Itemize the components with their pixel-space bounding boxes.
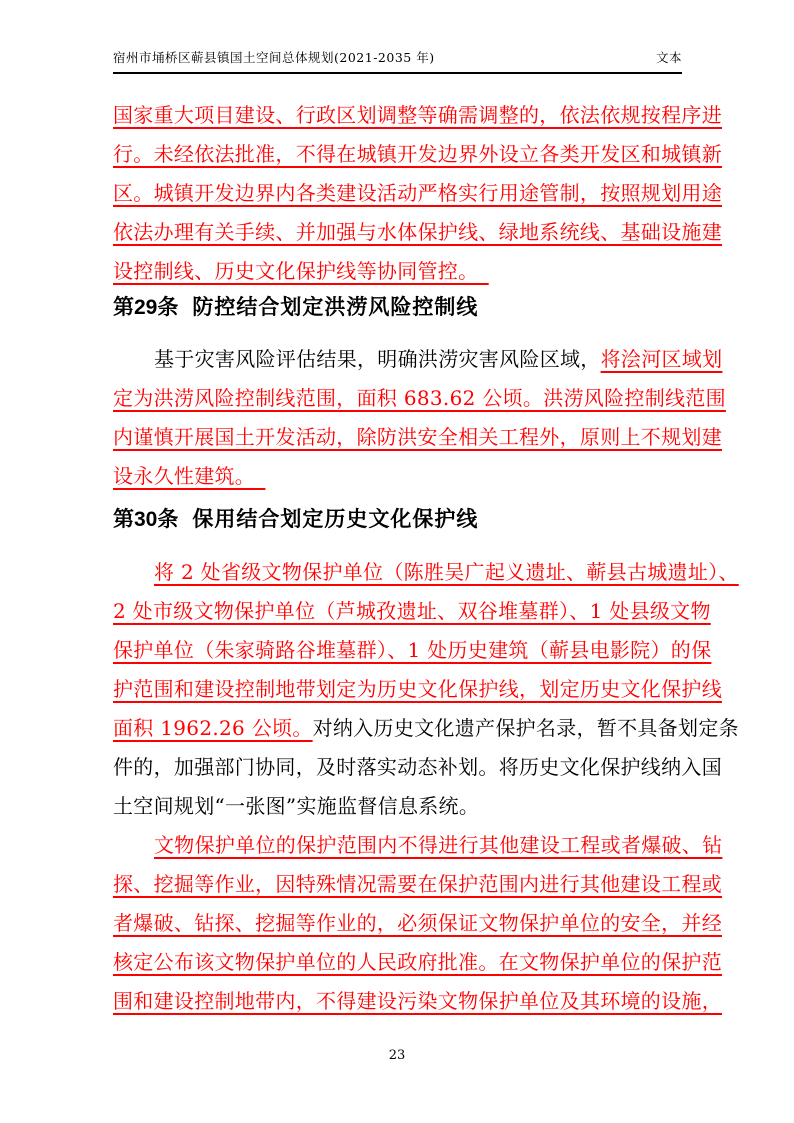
text-line	[113, 340, 723, 379]
inserted-text-segment: 依法办理有关手续、并加强与水体保护线、绿地系统线、基础设施建	[113, 220, 722, 244]
inserted-text-segment: 核定公布该文物保护单位的人民政府批准。在文物保护单位的保护范	[113, 950, 722, 974]
text-line	[113, 174, 722, 213]
document-body	[113, 96, 739, 1021]
inserted-text-segment: 围和建设控制地带内，不得建设污染文物保护单位及其环境的设施，	[113, 989, 722, 1013]
text-line	[113, 748, 722, 787]
paragraph	[113, 340, 726, 496]
inserted-text-segment: 面积 1962.26 公顷。	[113, 716, 313, 740]
article-number: 第30条	[113, 508, 179, 531]
inserted-text-segment: 文物保护单位的保护范围内不得进行其他建设工程或者爆破、钻	[154, 833, 723, 857]
inserted-text-segment: 行。未经依法批准，不得在城镇开发边界外设立各类开发区和城镇新	[113, 142, 722, 166]
text-segment: 基于灾害风险评估结果，明确洪涝灾害风险区域，	[154, 347, 601, 371]
inserted-text-segment: 者爆破、钻探、挖掘等作业的，必须保证文物保护单位的安全，并经	[113, 911, 722, 935]
text-line	[113, 379, 726, 418]
text-line	[113, 787, 684, 826]
article-title: 保用结合划定历史文化保护线	[192, 508, 479, 531]
text-line	[113, 418, 722, 457]
text-line	[113, 592, 711, 631]
text-segment: 土空间规划“一张图”实施监督信息系统。	[113, 794, 480, 818]
inserted-text-segment: 将浍河区域划	[600, 347, 723, 371]
inserted-text-segment: 保护单位（朱家骑路谷堆墓群）、1 处历史建筑（蕲县电影院）的保	[113, 638, 712, 662]
text-segment: 件的，加强部门协同，及时落实动态补划。将历史文化保护线纳入国	[113, 755, 722, 779]
page-footer	[0, 1048, 794, 1063]
paragraph	[113, 826, 723, 1021]
inserted-text-segment: 2 处市级文物保护单位（芦城孜遗址、双谷堆墓群）、1 处县级文物	[113, 599, 711, 623]
inserted-text-segment: 探、挖掘等作业，因特殊情况需要在保护范围内进行其他建设工程或	[113, 872, 722, 896]
article-heading	[113, 293, 684, 323]
text-line	[113, 213, 722, 252]
article-number: 第29条	[113, 296, 179, 319]
text-line	[113, 943, 722, 982]
header-document-type: 文本	[655, 50, 682, 65]
text-line	[113, 904, 722, 943]
article-heading	[113, 505, 684, 535]
text-line	[113, 135, 722, 174]
text-line	[113, 670, 722, 709]
text-line	[113, 457, 684, 496]
inserted-text-segment: 区。城镇开发边界内各类建设活动严格实行用途管制，按照规划用途	[113, 181, 722, 205]
article-title: 防控结合划定洪涝风险控制线	[192, 296, 479, 319]
text-line	[113, 96, 722, 135]
paragraph	[113, 553, 739, 826]
inserted-text-segment: 定为洪涝风险控制线范围，面积 683.62 公顷。洪涝风险控制线范围	[113, 386, 726, 410]
text-line	[113, 709, 739, 748]
inserted-text-segment: 设永久性建筑。	[113, 464, 266, 488]
page-header	[113, 48, 682, 74]
header-document-title: 宿州市埇桥区蕲县镇国土空间总体规划(2021-2035 年)	[113, 50, 435, 65]
text-line	[113, 631, 712, 670]
text-line	[113, 865, 722, 904]
page-number: 23	[388, 1048, 406, 1063]
text-segment: 对纳入历史文化遗产保护名录，暂不具备划定条	[312, 716, 739, 740]
paragraph	[113, 96, 722, 291]
text-line	[113, 982, 722, 1021]
inserted-text-segment: 将 2 处省级文物保护单位（陈胜吴广起义遗址、蕲县古城遗址）、	[154, 560, 739, 584]
inserted-text-segment: 护范围和建设控制地带划定为历史文化保护线，划定历史文化保护线	[113, 677, 722, 701]
inserted-text-segment: 国家重大项目建设、行政区划调整等确需调整的，依法依规按程序进	[113, 103, 722, 127]
text-line	[113, 553, 739, 592]
inserted-text-segment: 内谨慎开展国土开发活动，除防洪安全相关工程外，原则上不规划建	[113, 425, 722, 449]
text-line	[113, 252, 684, 291]
inserted-text-segment: 设控制线、历史文化保护线等协同管控。	[113, 259, 489, 283]
text-line	[113, 826, 723, 865]
